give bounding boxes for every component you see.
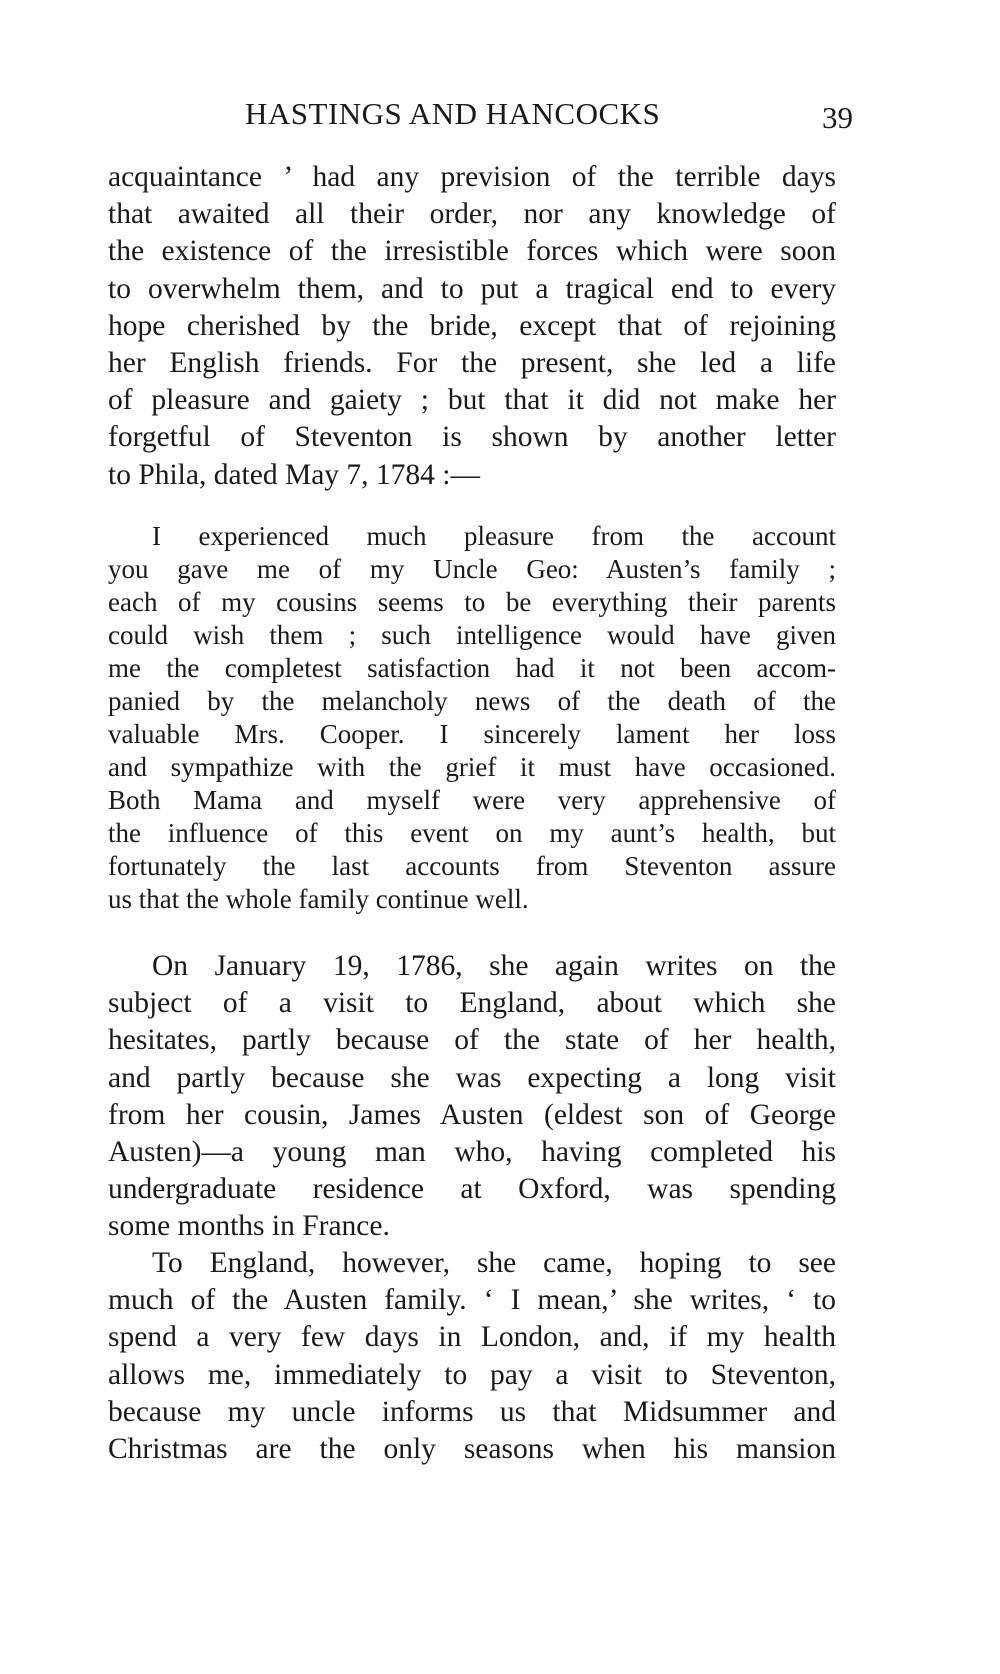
quote-line: Both Mama and myself were very apprehensive of [108, 785, 836, 815]
text-line: Christmas are the only seasons when his mansion [108, 1432, 836, 1465]
page-number: 39 [822, 100, 853, 135]
paragraph [108, 948, 836, 1246]
quote-line: panied by the melancholy news of the death of the [108, 686, 836, 716]
text-line: to Phila, dated May 7, 1784 :— [108, 458, 480, 491]
quote-line: you gave me of my Uncle Geo: Austen’s family ; [108, 554, 836, 584]
text-line: forgetful of Steventon is shown by another letter [108, 421, 836, 454]
running-title: HASTINGS AND HANCOCKS [245, 96, 661, 131]
text-line: acquaintance ’ had any prevision of the terrible days [108, 161, 836, 193]
text-line: hesitates, partly because of the state of her health, [108, 1024, 836, 1057]
text-line: spend a very few days in London, and, if my health [108, 1321, 836, 1354]
text-line: from her cousin, James Austen (eldest son of George [108, 1098, 836, 1131]
text-line: to overwhelm them, and to put a tragical end to every [108, 272, 836, 305]
text-line: subject of a visit to England, about which she [108, 987, 836, 1020]
quote-line: each of my cousins seems to be everything their parents [108, 587, 836, 617]
text-line: hope cherished by the bride, except that of rejoining [108, 309, 836, 342]
text-line: that awaited all their order, nor any knowledge of [108, 198, 836, 231]
text-line: some months in France. [108, 1210, 390, 1243]
text-line: her English friends. For the present, she led a life [108, 346, 836, 379]
paragraph [108, 1245, 836, 1468]
running-head [0, 96, 1000, 140]
quote-line: and sympathize with the grief it must have occasioned. [108, 752, 836, 782]
quote-line: fortunately the last accounts from Steventon assure [108, 851, 836, 881]
text-line: of pleasure and gaiety ; but that it did not make her [108, 384, 836, 417]
text-line: Austen)—a young man who, having completed his [108, 1135, 836, 1168]
text-line: To England, however, she came, hoping to see [152, 1247, 836, 1279]
text-line: much of the Austen family. ‘ I mean,’ she writes, ‘ to [108, 1284, 836, 1317]
quote-line: the influence of this event on my aunt’s health, but [108, 818, 836, 848]
text-line: allows me, immediately to pay a visit to Steventon, [108, 1358, 836, 1391]
text-line: undergraduate residence at Oxford, was spending [108, 1173, 836, 1206]
paragraph-continuation [108, 159, 836, 494]
text-line: the existence of the irresistible forces which were soon [108, 235, 836, 268]
quote-line: valuable Mrs. Cooper. I sincerely lament her loss [108, 719, 836, 749]
text-line: and partly because she was expecting a long visit [108, 1061, 836, 1094]
quote-line: could wish them ; such intelligence would have given [108, 620, 836, 650]
quote-line: I experienced much pleasure from the account [152, 521, 836, 551]
text-line: On January 19, 1786, she again writes on the [152, 950, 836, 982]
letter-quote [108, 520, 836, 916]
text-line: because my uncle informs us that Midsummer and [108, 1395, 836, 1428]
quote-line: us that the whole family continue well. [108, 884, 529, 914]
quote-line: me the completest satisfaction had it not been accom- [108, 653, 836, 683]
